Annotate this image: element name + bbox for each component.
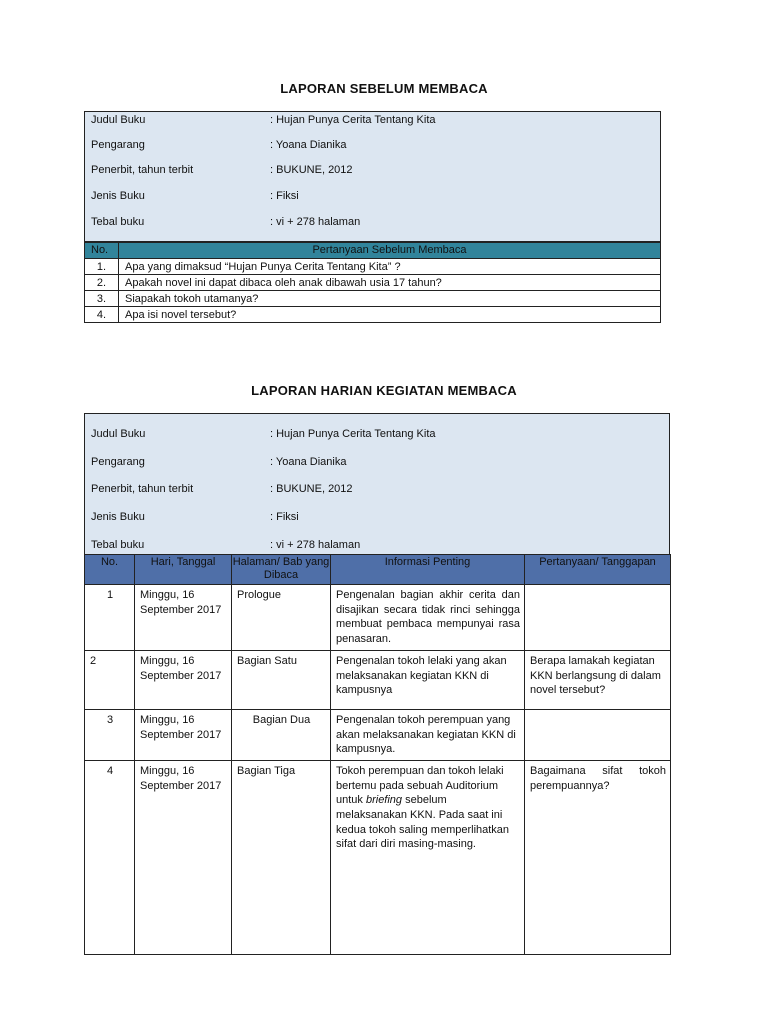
info-value: : BUKUNE, 2012 xyxy=(270,164,353,176)
info-value: : BUKUNE, 2012 xyxy=(270,483,353,495)
column-header-no: No. xyxy=(85,243,119,259)
daily-reading-log-table xyxy=(84,554,671,955)
row-chapter: Prologue xyxy=(232,585,331,651)
question-no: 1. xyxy=(85,259,119,275)
row-info: Pengenalan bagian akhir cerita dan disajikan secara tidak rinci sehingga membuat pembaca mempunyai rasa penasaran. xyxy=(331,585,525,651)
question-text: Siapakah tokoh utamanya? xyxy=(119,291,661,307)
table-header-row xyxy=(85,243,661,259)
row-no: 3 xyxy=(85,709,135,760)
info-label: Judul Buku xyxy=(91,114,146,126)
row-chapter: Bagian Satu xyxy=(232,650,331,709)
info-label: Tebal buku xyxy=(91,539,145,551)
report2-title: LAPORAN HARIAN KEGIATAN MEMBACA xyxy=(251,383,517,398)
info-value: : Yoana Dianika xyxy=(270,456,347,468)
row-info: Pengenalan tokoh lelaki yang akan melaksanakan kegiatan KKN di kampusnya xyxy=(331,650,525,709)
info-label: Penerbit, tahun terbit xyxy=(91,164,194,176)
info-value: : Hujan Punya Cerita Tentang Kita xyxy=(270,428,436,440)
column-header-response: Pertanyaan/ Tanggapan xyxy=(525,555,671,585)
row-no: 4 xyxy=(85,760,135,954)
info-label: Pengarang xyxy=(91,456,145,468)
table-row xyxy=(85,275,661,291)
column-header-date: Hari, Tanggal xyxy=(135,555,232,585)
info-value: : Fiksi xyxy=(270,511,299,523)
info-value: : vi + 278 halaman xyxy=(270,216,361,228)
row-response: Berapa lamakah kegiatan KKN berlangsung di dalam novel tersebut? xyxy=(525,650,671,709)
pre-reading-questions-table xyxy=(84,242,661,323)
info-label: Jenis Buku xyxy=(91,190,145,202)
row-info-text: Tokoh perempuan dan tokoh lelaki bertemu pada sebuah Auditorium untuk xyxy=(336,764,504,807)
question-text: Apa isi novel tersebut? xyxy=(119,307,661,323)
row-info xyxy=(331,760,525,954)
row-response xyxy=(525,709,671,760)
report1-book-info xyxy=(84,111,661,242)
row-no: 1 xyxy=(85,585,135,651)
info-label: Tebal buku xyxy=(91,216,145,228)
row-info-text: sebelum melaksanakan KKN. Pada saat ini kedua tokoh saling memperlihatkan sifat dari diri masing-masing. xyxy=(336,794,510,851)
table-row xyxy=(85,650,671,709)
row-info-italic: briefing xyxy=(365,794,403,807)
info-value: : Fiksi xyxy=(270,190,299,202)
column-header-info: Informasi Penting xyxy=(331,555,525,585)
question-no: 4. xyxy=(85,307,119,323)
row-chapter: Bagian Dua xyxy=(232,709,331,760)
column-header-no: No. xyxy=(85,555,135,585)
column-header-chapter: Halaman/ Bab yang Dibaca xyxy=(232,555,331,585)
table-row xyxy=(85,760,671,954)
row-no: 2 xyxy=(85,650,135,709)
table-header-row xyxy=(85,555,671,585)
info-value: : Yoana Dianika xyxy=(270,139,347,151)
info-label: Judul Buku xyxy=(91,428,146,440)
table-row xyxy=(85,585,671,651)
table-row xyxy=(85,307,661,323)
row-date: Minggu, 16 September 2017 xyxy=(135,709,232,760)
row-response: Bagaimana sifat tokoh perempuannya? xyxy=(525,760,671,954)
info-value: : Hujan Punya Cerita Tentang Kita xyxy=(270,114,436,126)
info-label: Penerbit, tahun terbit xyxy=(91,483,194,495)
row-date: Minggu, 16 September 2017 xyxy=(135,585,232,651)
row-chapter: Bagian Tiga xyxy=(232,760,331,954)
row-info: Pengenalan tokoh perempuan yang akan melaksanakan kegiatan KKN di kampusnya. xyxy=(331,709,525,760)
question-no: 3. xyxy=(85,291,119,307)
question-no: 2. xyxy=(85,275,119,291)
info-label: Jenis Buku xyxy=(91,511,145,523)
row-response xyxy=(525,585,671,651)
table-row xyxy=(85,259,661,275)
table-row xyxy=(85,291,661,307)
column-header-question: Pertanyaan Sebelum Membaca xyxy=(119,243,661,259)
info-value: : vi + 278 halaman xyxy=(270,539,361,551)
row-date: Minggu, 16 September 2017 xyxy=(135,760,232,954)
info-label: Pengarang xyxy=(91,139,145,151)
question-text: Apa yang dimaksud “Hujan Punya Cerita Tentang Kita” ? xyxy=(119,259,661,275)
row-date: Minggu, 16 September 2017 xyxy=(135,650,232,709)
question-text: Apakah novel ini dapat dibaca oleh anak dibawah usia 17 tahun? xyxy=(119,275,661,291)
table-row xyxy=(85,709,671,760)
report1-title: LAPORAN SEBELUM MEMBACA xyxy=(280,81,488,96)
report2-book-info xyxy=(84,413,670,554)
